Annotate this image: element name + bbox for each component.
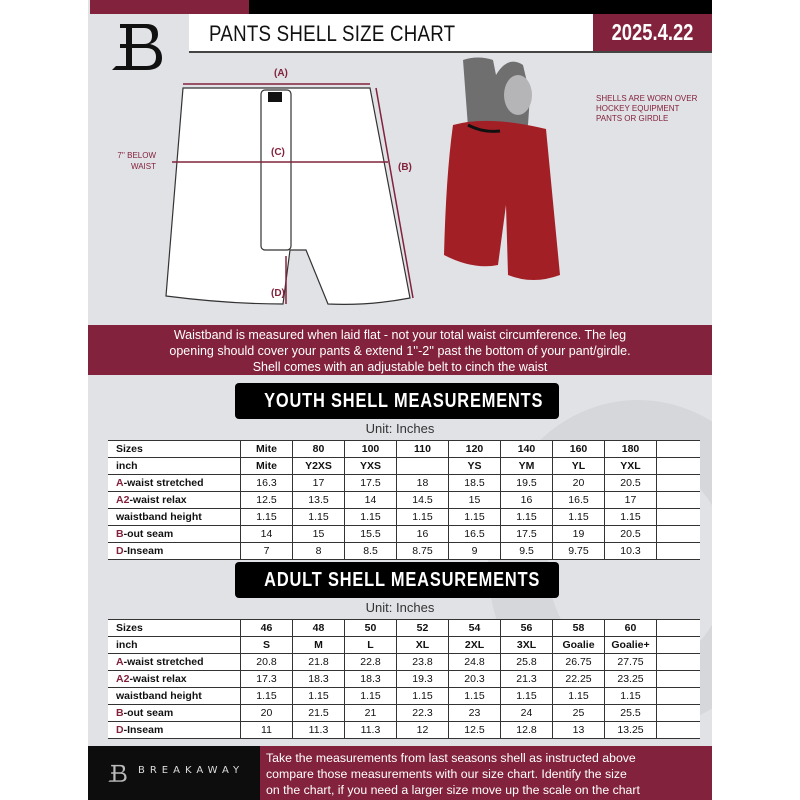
row-label-text: -Inseam (123, 724, 164, 736)
table-spacer (657, 543, 701, 560)
table-cell: 21.8 (293, 654, 345, 671)
table-cell: 8.75 (397, 543, 449, 560)
table-cell: YL (553, 458, 605, 475)
row-label (108, 458, 241, 475)
table-cell: 16 (501, 492, 553, 509)
table-cell: 25 (553, 705, 605, 722)
youth-size-table (108, 440, 700, 560)
table-row (108, 441, 700, 458)
table-cell: 1.15 (605, 509, 657, 526)
table-cell: 12.8 (501, 722, 553, 739)
table-cell: 1.15 (553, 509, 605, 526)
measure-key: D (116, 724, 124, 736)
table-cell: Mite (241, 458, 293, 475)
table-cell: 19.3 (397, 671, 449, 688)
table-cell: 54 (449, 620, 501, 637)
row-label-text: inch (116, 639, 138, 651)
table-cell: 17.5 (345, 475, 397, 492)
table-row (108, 526, 700, 543)
info-band (88, 325, 712, 375)
table-cell: 18.3 (293, 671, 345, 688)
table-row (108, 492, 700, 509)
table-cell: 18 (397, 475, 449, 492)
row-label (108, 620, 241, 637)
table-cell: 46 (241, 620, 293, 637)
measure-key: A2 (116, 494, 130, 506)
table-cell: 19.5 (501, 475, 553, 492)
table-cell: 180 (605, 441, 657, 458)
measure-key: A2 (116, 673, 130, 685)
table-cell: 24.8 (449, 654, 501, 671)
table-cell: Goalie+ (605, 637, 657, 654)
table-cell: 15.5 (345, 526, 397, 543)
row-label-text: Sizes (116, 443, 143, 455)
table-cell: 23.25 (605, 671, 657, 688)
table-cell: L (345, 637, 397, 654)
c-note-line1: 7'' BELOW (117, 151, 156, 160)
row-label (108, 526, 241, 543)
table-cell: M (293, 637, 345, 654)
table-cell: 3XL (501, 637, 553, 654)
table-cell: 16.3 (241, 475, 293, 492)
table-cell: 15 (449, 492, 501, 509)
row-label-text: waistband height (116, 690, 202, 702)
table-row (108, 637, 700, 654)
table-cell: 16.5 (553, 492, 605, 509)
row-label-text: waistband height (116, 511, 202, 523)
table-spacer (657, 458, 701, 475)
table-cell: Goalie (553, 637, 605, 654)
table-spacer (657, 620, 701, 637)
table-cell: 1.15 (553, 688, 605, 705)
row-label (108, 492, 241, 509)
table-cell: 13.5 (293, 492, 345, 509)
table-cell: 21 (345, 705, 397, 722)
row-label-text: inch (116, 460, 138, 472)
table-cell: 1.15 (293, 688, 345, 705)
table-spacer (657, 475, 701, 492)
table-cell: 1.15 (449, 688, 501, 705)
table-cell: 17.3 (241, 671, 293, 688)
table-spacer (657, 688, 701, 705)
table-cell: 25.8 (501, 654, 553, 671)
table-cell: 110 (397, 441, 449, 458)
table-cell: 25.5 (605, 705, 657, 722)
row-label (108, 688, 241, 705)
table-cell: 1.15 (501, 509, 553, 526)
label-c: (C) (271, 147, 285, 158)
table-cell: 27.75 (605, 654, 657, 671)
table-cell: 20.5 (605, 475, 657, 492)
table-cell: 13.25 (605, 722, 657, 739)
row-label-text: -out seam (123, 707, 174, 719)
table-cell: 12 (397, 722, 449, 739)
table-spacer (657, 637, 701, 654)
table-row (108, 620, 700, 637)
table-cell: 140 (501, 441, 553, 458)
table-cell: 12.5 (241, 492, 293, 509)
adult-section-title (235, 562, 559, 598)
table-cell: 14 (345, 492, 397, 509)
table-cell: 23 (449, 705, 501, 722)
row-label-text: -waist stretched (123, 656, 204, 668)
table-row (108, 688, 700, 705)
table-cell: 58 (553, 620, 605, 637)
table-cell: 1.15 (345, 688, 397, 705)
table-cell: 8.5 (345, 543, 397, 560)
table-cell: 9.5 (501, 543, 553, 560)
table-cell: 16.5 (449, 526, 501, 543)
table-spacer (657, 526, 701, 543)
table-spacer (657, 654, 701, 671)
table-cell: 12.5 (449, 722, 501, 739)
table-cell: 52 (397, 620, 449, 637)
footer-instructions (260, 746, 712, 800)
info-line-3: Shell comes with an adjustable belt to cinch the waist (252, 360, 548, 374)
table-spacer (657, 492, 701, 509)
table-cell: 1.15 (345, 509, 397, 526)
measure-key: A (116, 656, 124, 668)
table-cell: 9.75 (553, 543, 605, 560)
label-d: (D) (271, 288, 285, 299)
measure-key: D (116, 545, 124, 557)
table-row (108, 654, 700, 671)
c-note (102, 150, 156, 172)
table-row (108, 475, 700, 492)
adult-size-table (108, 619, 700, 739)
table-cell: YM (501, 458, 553, 475)
table-cell: XL (397, 637, 449, 654)
table-cell: 17 (293, 475, 345, 492)
table-cell: 22.25 (553, 671, 605, 688)
footer-logo-icon (106, 760, 128, 786)
pants-photo (438, 55, 578, 285)
table-cell: 13 (553, 722, 605, 739)
brand-name: BREAKAWAY (138, 765, 245, 776)
table-cell: 9 (449, 543, 501, 560)
label-b: (B) (398, 162, 412, 173)
shorts-diagram (148, 70, 428, 310)
table-cell: 8 (293, 543, 345, 560)
info-line-2: opening should cover your pants & extend 1''-2'' past the bottom of your pant/girdle. (169, 344, 631, 358)
table-spacer (657, 509, 701, 526)
table-cell: 1.15 (293, 509, 345, 526)
table-cell: S (241, 637, 293, 654)
row-label (108, 705, 241, 722)
table-cell: 11.3 (345, 722, 397, 739)
table-cell: 1.15 (397, 509, 449, 526)
breakaway-logo (106, 18, 166, 74)
table-cell: 15 (293, 526, 345, 543)
table-cell: 14.5 (397, 492, 449, 509)
table-spacer (657, 722, 701, 739)
c-note-line2: WAIST (130, 162, 156, 171)
measure-key: B (116, 528, 124, 540)
table-cell: 21.3 (501, 671, 553, 688)
youth-unit: Unit: Inches (365, 421, 435, 436)
info-line-1: Waistband is measured when laid flat - not your total waist circumference. The leg (173, 328, 627, 342)
table-cell: 160 (553, 441, 605, 458)
row-label (108, 654, 241, 671)
table-cell: YS (449, 458, 501, 475)
table-cell: 80 (293, 441, 345, 458)
table-row (108, 722, 700, 739)
table-cell: 100 (345, 441, 397, 458)
table-cell: 23.8 (397, 654, 449, 671)
adult-unit: Unit: Inches (365, 600, 435, 615)
footer-line-2: compare those measurements with our size chart. Identify the size (266, 767, 627, 781)
top-bar-accent (90, 0, 249, 14)
table-cell: 1.15 (397, 688, 449, 705)
table-cell: 7 (241, 543, 293, 560)
row-label-text: -waist relax (129, 673, 187, 685)
table-row (108, 509, 700, 526)
table-cell: 16 (397, 526, 449, 543)
title-box (189, 14, 593, 53)
row-label (108, 637, 241, 654)
table-cell: 20.5 (605, 526, 657, 543)
size-chart-page (88, 0, 712, 800)
table-cell (397, 458, 449, 475)
table-cell: 21.5 (293, 705, 345, 722)
row-label-text: -waist stretched (123, 477, 204, 489)
photo-note: SHELLS ARE WORN OVER HOCKEY EQUIPMENT PANTS OR GIRDLE (596, 94, 698, 123)
row-label (108, 441, 241, 458)
table-cell: 17.5 (501, 526, 553, 543)
table-row (108, 705, 700, 722)
top-bar (249, 0, 712, 14)
table-cell: 1.15 (605, 688, 657, 705)
table-cell: 10.3 (605, 543, 657, 560)
measure-key: A (116, 477, 124, 489)
table-cell: 19 (553, 526, 605, 543)
row-label-text: -out seam (123, 528, 174, 540)
table-cell: 20 (553, 475, 605, 492)
footer-line-3: on the chart, if you need a larger size move up the scale on the chart (266, 783, 640, 797)
table-cell: 20.3 (449, 671, 501, 688)
youth-title-text: YOUTH SHELL MEASUREMENTS (264, 390, 544, 412)
table-row (108, 543, 700, 560)
table-cell: 120 (449, 441, 501, 458)
table-cell: 26.75 (553, 654, 605, 671)
table-row (108, 671, 700, 688)
table-cell: 17 (605, 492, 657, 509)
row-label-text: -waist relax (129, 494, 187, 506)
table-cell: YXL (605, 458, 657, 475)
table-cell: 14 (241, 526, 293, 543)
table-cell: 60 (605, 620, 657, 637)
table-cell: 50 (345, 620, 397, 637)
date-box (593, 14, 712, 53)
table-cell: 1.15 (501, 688, 553, 705)
row-label (108, 509, 241, 526)
table-cell: Mite (241, 441, 293, 458)
table-cell: 1.15 (449, 509, 501, 526)
measure-key: B (116, 707, 124, 719)
row-label (108, 722, 241, 739)
table-cell: 22.8 (345, 654, 397, 671)
footer-brand (88, 746, 260, 800)
table-cell: 1.15 (241, 688, 293, 705)
table-spacer (657, 441, 701, 458)
row-label-text: Sizes (116, 622, 143, 634)
youth-section-title (235, 383, 559, 419)
table-cell: 18.3 (345, 671, 397, 688)
table-cell: 20 (241, 705, 293, 722)
table-cell: 56 (501, 620, 553, 637)
table-cell: 1.15 (241, 509, 293, 526)
row-label (108, 543, 241, 560)
adult-title-text: ADULT SHELL MEASUREMENTS (264, 569, 541, 591)
table-cell: 18.5 (449, 475, 501, 492)
label-a: (A) (274, 68, 288, 79)
table-spacer (657, 671, 701, 688)
table-cell: 20.8 (241, 654, 293, 671)
table-cell: YXS (345, 458, 397, 475)
row-label-text: -Inseam (123, 545, 164, 557)
row-label (108, 671, 241, 688)
page-title: PANTS SHELL SIZE CHART (209, 21, 456, 46)
table-cell: 11 (241, 722, 293, 739)
table-cell: 11.3 (293, 722, 345, 739)
table-cell: Y2XS (293, 458, 345, 475)
table-cell: 22.3 (397, 705, 449, 722)
row-label (108, 475, 241, 492)
footer-line-1: Take the measurements from last seasons shell as instructed above (266, 751, 636, 765)
table-cell: 2XL (449, 637, 501, 654)
chart-date: 2025.4.22 (611, 19, 694, 45)
table-cell: 48 (293, 620, 345, 637)
table-row (108, 458, 700, 475)
table-spacer (657, 705, 701, 722)
table-cell: 24 (501, 705, 553, 722)
